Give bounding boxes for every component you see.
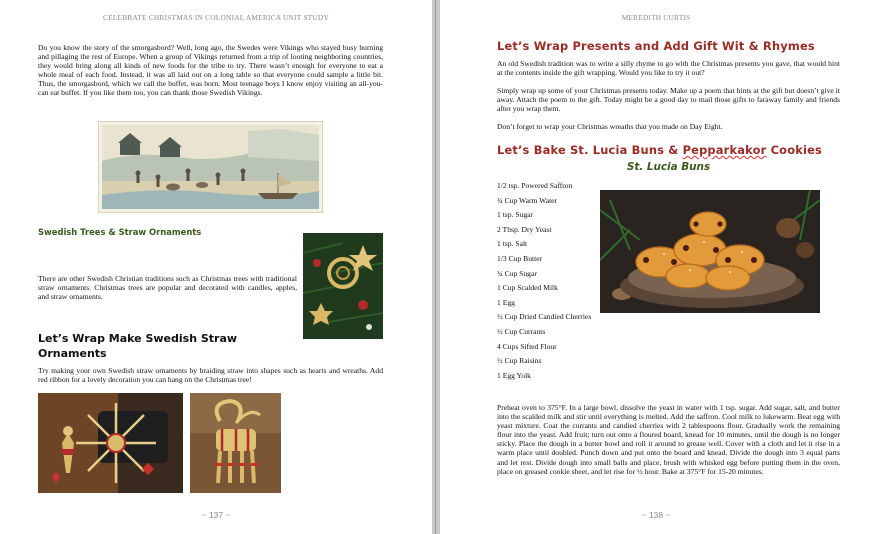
recipe-instructions: Preheat oven to 375°F. In a large bowl, dissolve the yeast in water with 1 tsp. sugar. Add sugar, salt, and butter into the scalded milk and stir until everything is melted. Add the saffron. Cool milk to lukewarm. Beat egg with yeast mixture. Coat the currants and candied cherries with 2 tablespoons flour. Gradually work the remaining flour into the yeast. Add fruit; turn out onto a floured board, knead for 10 minutes, until the dough is no longer sticky. Place the dough in a butter bowl and roll it around to grease well. Cover with a cloth and let it rise in a warm place until doubled. Punch down and put onto the board and knead. Divide the dough into 3 equal parts and let rest. Divide dough into small balls and place, brush with whisked egg before putting them in the oven, place on greased cookie sheet, and let rise for ½ hour. Bake at 375°F for 15-20 minutes. xyxy=(497,403,840,476)
ingredient-item: ¾ Cup Sugar xyxy=(497,268,537,278)
ingredient-item: ½ Cup Currants xyxy=(497,326,546,336)
smorgasbord-paragraph: Do you know the story of the smorgasbord? Well, long ago, the Swedes were Vikings who stayed busy burning and pillaging the rest of Europe. When a group of Vikings returned from a trip of looting neighboring countries, they would bring along all kinds of new foods for the tribe to try. There wasn’t enough for everyone to eat a whole meal of each food. Instead, it was all laid out on a long table so that everyone could sample a little bit. Thus, the smorgasbord, which we call the buffet, was born. Most teenage boys I know enjoy visiting an all-you-can eat buffet. If you like them too, you can thank those Swedish Vikings. xyxy=(38,43,383,98)
presents-paragraph-2: Simply wrap up some of your Christmas presents today. Make up a poem that hints at the gift but doesn’t give it away. Attach the poem to the gift. Today might be a good day to mail those gifts to faraway family and friends after you wrap them. xyxy=(497,86,840,114)
wrap-presents-heading: Let’s Wrap Presents and Add Gift Wit & Rhymes xyxy=(497,39,815,53)
trees-paragraph: There are other Swedish Christian traditions such as Christmas trees with traditional straw ornaments. Christmas trees are popular and decorated with candles, apples, and straw ornaments. xyxy=(38,274,297,302)
bake-heading-start: Let’s Bake St. Lucia Buns & xyxy=(497,143,683,157)
page-138 xyxy=(440,0,872,534)
ingredient-item: 1/3 Cup Butter xyxy=(497,253,543,263)
ingredient-item: ¾ Cup Warm Water xyxy=(497,195,558,205)
bake-buns-heading xyxy=(497,143,837,157)
st-lucia-buns-photo xyxy=(600,190,820,313)
straw-goat-ornament-photo xyxy=(190,393,281,493)
page-number: ~ 138 ~ xyxy=(641,510,671,520)
presents-paragraph-1: An old Swedish tradition was to write a silly rhyme to go with the Christmas presents you gave, that would hint at the contents inside the gift wrapping. Would you like to try it out? xyxy=(497,59,840,78)
recipe-title: St. Lucia Buns xyxy=(626,161,711,173)
ingredient-item: 2 Tbsp. Dry Yeast xyxy=(497,224,552,234)
ingredient-item: 1 tsp. Salt xyxy=(497,239,528,249)
presents-paragraph-3: Don’t forget to wrap your Christmas wreaths that you made on Day Eight. xyxy=(497,122,723,131)
ingredient-item: ½ Cup Dried Candied Cherries xyxy=(497,312,592,322)
straw-ornament-tree-photo xyxy=(303,233,383,339)
viking-village-illustration xyxy=(98,121,323,213)
page-number: ~ 137 ~ xyxy=(201,510,231,520)
bake-heading-end: Cookies xyxy=(766,143,823,157)
running-head: MEREDITH CURTIS xyxy=(621,13,691,22)
running-head: CELEBRATE CHRISTMAS IN COLONIAL AMERICA UNIT STUDY xyxy=(103,13,329,22)
straw-ornaments-heading: Let’s Wrap Make Swedish Straw Ornaments xyxy=(38,332,238,360)
page-gutter xyxy=(432,0,440,534)
spellcheck-flagged-word: Pepparkakor xyxy=(682,143,767,157)
ingredient-item: ½ Cup Raisins xyxy=(497,356,542,366)
ingredient-item: 4 Cups Sifted Flour xyxy=(497,341,557,351)
trees-heading: Swedish Trees & Straw Ornaments xyxy=(38,227,202,237)
page-137 xyxy=(0,0,432,534)
straw-star-ornament-photo xyxy=(38,393,183,493)
ingredient-item: 1 Egg xyxy=(497,297,515,307)
ingredient-item: 1 Cup Scalded Milk xyxy=(497,283,558,293)
straw-ornaments-paragraph: Try making your own Swedish straw ornaments by braiding straw into shapes such as hearts and wreaths. Add red ribbon for a lovely decoration you can hang on the Christmas tree! xyxy=(38,366,383,385)
ingredient-item: 1 tsp. Sugar xyxy=(497,210,534,220)
ingredient-item: 1/2 tsp. Powered Saffron xyxy=(497,181,573,190)
ingredient-item: 1 Egg Yolk xyxy=(497,370,531,380)
